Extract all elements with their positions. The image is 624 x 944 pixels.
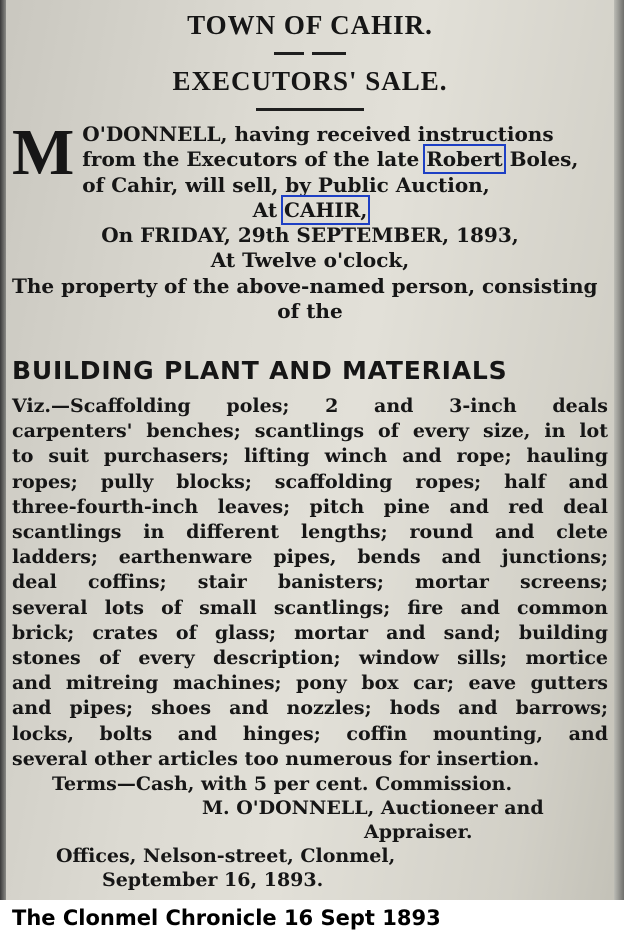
items-line: carpenters' benches; scantlings of every size, in lot (12, 420, 608, 443)
screen-bezel-right (614, 0, 624, 900)
location-line (12, 198, 608, 223)
intro-line (12, 147, 608, 172)
highlighted-place: CAHIR, (284, 197, 368, 222)
terms-block (12, 772, 608, 892)
auctioneer-role: Appraiser. (364, 821, 473, 843)
auctioneer-name: M. O'DONNELL, Auctioneer and (202, 797, 544, 819)
offices-date: September 16, 1893. (102, 869, 324, 891)
items-line: and mitreing machines; pony box car; eave gutters (12, 672, 608, 695)
items-line: deal coffins; stair banisters; mortar screens; (12, 571, 608, 594)
advertisement-clipping (8, 4, 612, 896)
terms-line: Terms—Cash, with 5 per cent. Commission. (52, 773, 513, 795)
items-line: ropes; pully blocks; scaffolding ropes; half and (12, 470, 608, 493)
items-line: brick; crates of glass; mortar and sand; building (12, 621, 608, 644)
items-line: ladders; earthenware pipes, bends and junctions; (12, 546, 608, 569)
offices-line: Offices, Nelson-street, Clonmel, (56, 845, 396, 867)
intro-line: of Cahir, will sell, by Public Auction, (82, 172, 490, 197)
ad-title: TOWN OF CAHIR. (187, 10, 433, 40)
items-line: and pipes; shoes and nozzles; hods and barrows; (12, 697, 608, 720)
time-line: At Twelve o'clock, (210, 248, 410, 273)
items-line: stones of every description; window sills; mortice (12, 647, 608, 670)
intro-text: At (252, 197, 285, 222)
items-line: several other articles too numerous for insertion. (12, 747, 540, 770)
intro-text: from the Executors of the late (82, 147, 427, 172)
items-line: Viz.—Scaffolding poles; 2 and 3-inch deals (12, 395, 608, 417)
divider-rule (274, 52, 304, 55)
items-line: to suit purchasers; lifting winch and rope; hauling (12, 445, 608, 468)
ad-subtitle: EXECUTORS' SALE. (172, 66, 448, 96)
intro-text: Boles, (502, 147, 579, 172)
items-list (12, 394, 608, 772)
divider-rule (256, 108, 364, 111)
items-line: several lots of small scantlings; fire and common (12, 596, 608, 619)
intro-line: O'DONNELL, having received instructions (82, 122, 554, 146)
intro-paragraph (12, 116, 608, 324)
drop-cap: M (12, 116, 75, 189)
headline: BUILDING PLANT AND MATERIALS (12, 356, 508, 385)
highlighted-name: Robert (426, 147, 503, 172)
items-line: locks, bolts and hinges; coffin mounting, and (12, 722, 608, 745)
items-line: three-fourth-inch leaves; pitch pine and red deal (12, 495, 608, 518)
property-line: The property of the above-named person, consisting (12, 273, 598, 298)
screen-bezel-left (0, 0, 6, 900)
date-line: On FRIDAY, 29th SEPTEMBER, 1893, (101, 223, 519, 248)
photo-caption: The Clonmel Chronicle 16 Sept 1893 (12, 906, 441, 930)
items-line: scantlings in different lengths; round and clete (12, 521, 608, 544)
divider-rule (312, 52, 346, 55)
property-line: of the (277, 299, 343, 324)
